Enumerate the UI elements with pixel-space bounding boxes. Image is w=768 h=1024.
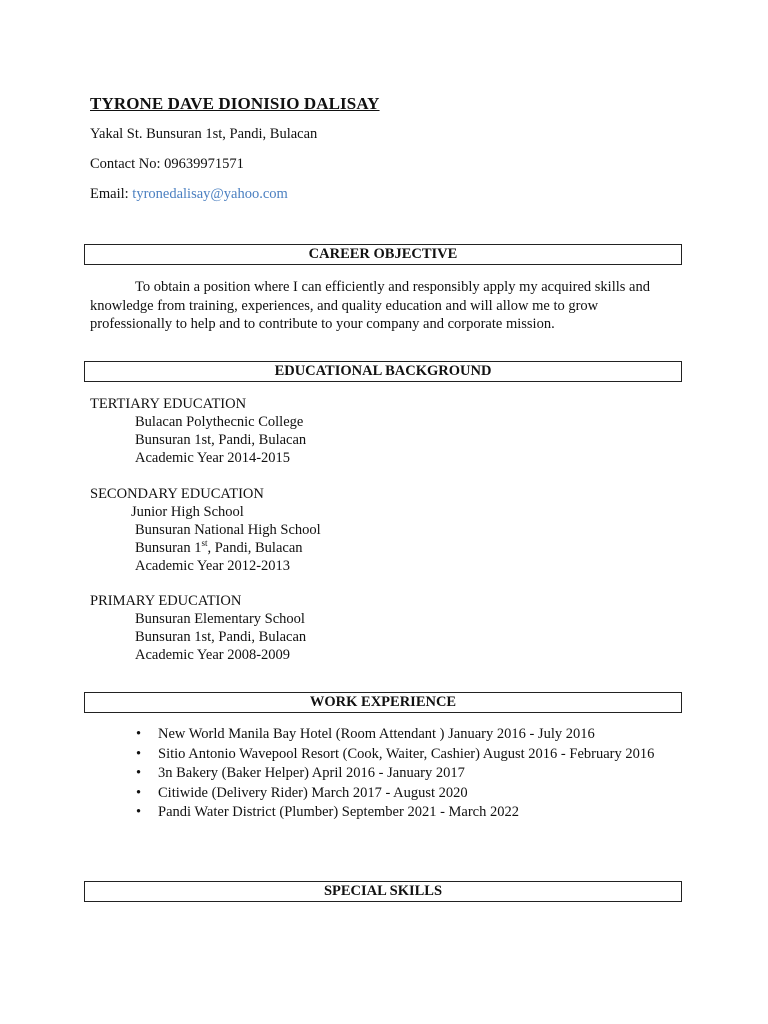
address-part: , Pandi, Bulacan xyxy=(207,540,303,556)
career-objective-text xyxy=(90,278,680,334)
work-experience-list xyxy=(136,725,676,823)
bullet-icon: • xyxy=(136,784,142,801)
email-label: Email: xyxy=(90,186,133,202)
secondary-education xyxy=(90,485,321,575)
special-skills-heading: SPECIAL SKILLS xyxy=(84,881,682,902)
education-level-label: PRIMARY EDUCATION xyxy=(90,593,242,609)
bullet-icon: • xyxy=(136,745,142,762)
primary-education xyxy=(90,592,306,664)
address: Yakal St. Bunsuran 1st, Pandi, Bulacan xyxy=(90,126,318,142)
educational-background-heading: EDUCATIONAL BACKGROUND xyxy=(84,361,682,382)
school-level: Junior High School xyxy=(131,504,244,520)
address-superscript: st xyxy=(201,538,208,549)
bullet-icon: • xyxy=(136,804,142,820)
list-item xyxy=(136,745,676,765)
work-entry: Pandi Water District (Plumber) September 2021 - March 2022 xyxy=(158,804,519,820)
work-entry: Citiwide (Delivery Rider) March 2017 - August 2020 xyxy=(158,784,468,801)
school-name: Bunsuran Elementary School xyxy=(135,611,305,627)
school-address: Bunsuran 1st, Pandi, Bulacan xyxy=(135,629,307,645)
academic-year: Academic Year 2012-2013 xyxy=(135,558,291,574)
work-experience-heading: WORK EXPERIENCE xyxy=(84,692,682,713)
list-item xyxy=(136,803,676,823)
tertiary-education xyxy=(90,395,306,467)
bullet-icon: • xyxy=(136,726,142,742)
education-level-label: TERTIARY EDUCATION xyxy=(90,396,247,412)
bullet-icon: • xyxy=(136,765,142,781)
academic-year: Academic Year 2014-2015 xyxy=(135,450,291,466)
applicant-name: TYRONE DAVE DIONISIO DALISAY xyxy=(90,94,380,113)
list-item xyxy=(136,764,676,784)
academic-year: Academic Year 2008-2009 xyxy=(135,647,291,663)
contact-number: Contact No: 09639971571 xyxy=(90,156,244,172)
work-entry: 3n Bakery (Baker Helper) April 2016 - January 2017 xyxy=(158,765,465,781)
email-line xyxy=(90,186,288,203)
school-address xyxy=(90,539,321,557)
education-level-label: SECONDARY EDUCATION xyxy=(90,486,264,502)
list-item xyxy=(136,725,676,745)
school-name: Bunsuran National High School xyxy=(135,522,321,538)
school-name: Bulacan Polythecnic College xyxy=(135,414,304,430)
work-entry: New World Manila Bay Hotel (Room Attendant ) January 2016 - July 2016 xyxy=(158,726,595,742)
list-item xyxy=(136,784,676,804)
email-link[interactable]: tyronedalisay@yahoo.com xyxy=(132,186,288,202)
career-objective-heading: CAREER OBJECTIVE xyxy=(84,244,682,265)
objective-line: knowledge from training, experiences, and quality education and will allow me to grow xyxy=(90,297,599,314)
objective-line: To obtain a position where I can efficiently and responsibly apply my acquired skills and xyxy=(135,279,650,295)
school-address: Bunsuran 1st, Pandi, Bulacan xyxy=(135,432,307,448)
address-part: Bunsuran 1 xyxy=(135,540,202,556)
objective-line: professionally to help and to contribute to your company and corporate mission. xyxy=(90,316,555,332)
work-entry: Sitio Antonio Wavepool Resort (Cook, Waiter, Cashier) August 2016 - February 2016 xyxy=(158,745,655,762)
